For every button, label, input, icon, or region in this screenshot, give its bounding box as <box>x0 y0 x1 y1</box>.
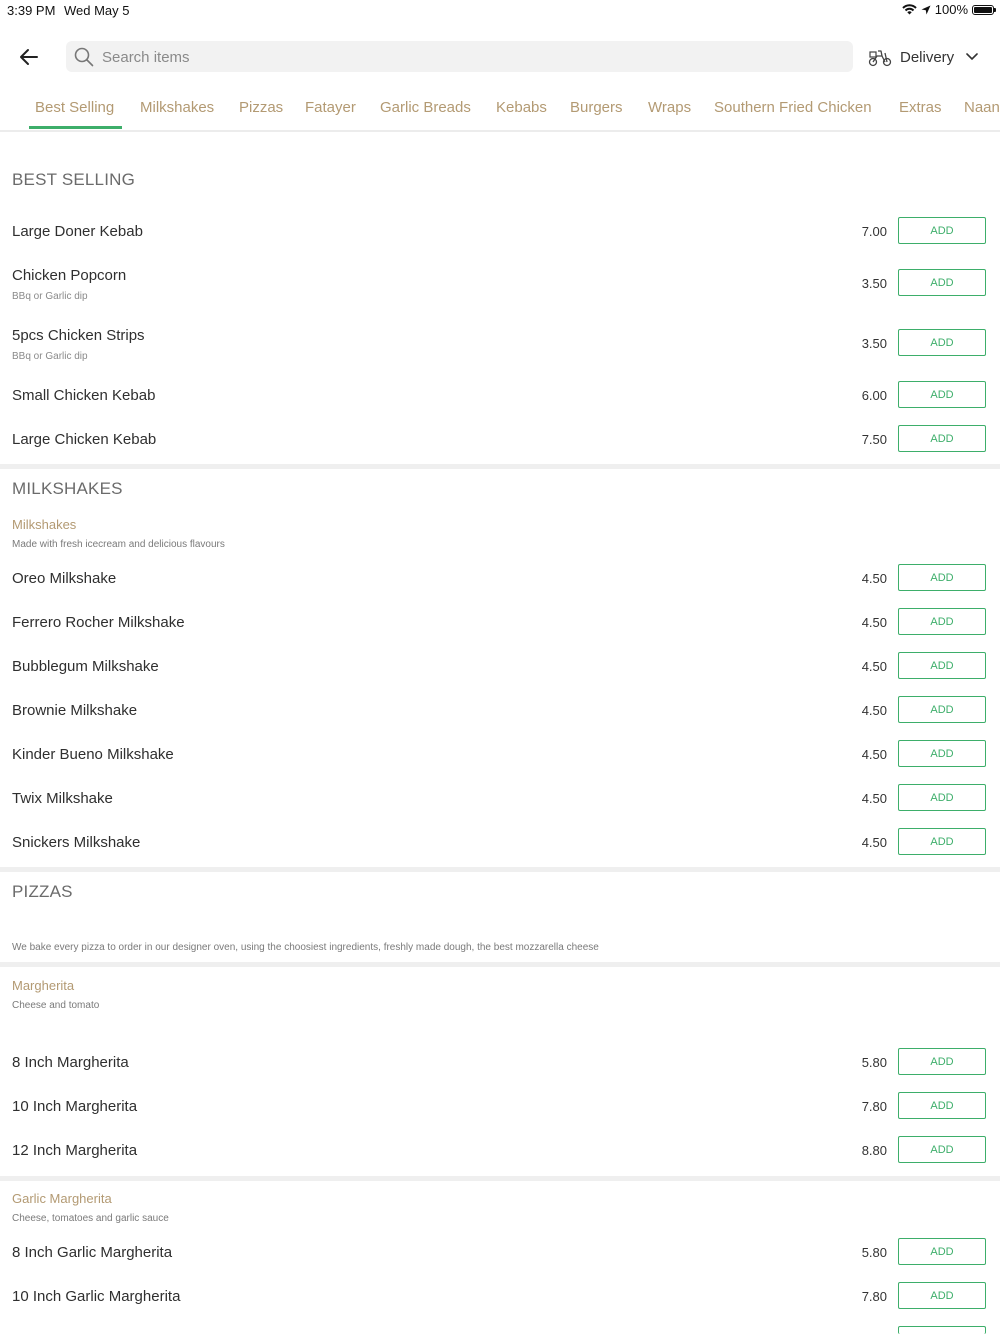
add-button[interactable]: ADD <box>898 652 986 679</box>
item-description: BBq or Garlic dip <box>12 351 88 362</box>
item-name: Bubblegum Milkshake <box>12 658 159 675</box>
search-icon <box>74 47 94 67</box>
item-price: 8.80 <box>861 1143 887 1158</box>
item-price: 4.50 <box>861 615 887 630</box>
item-price: 4.50 <box>861 703 887 718</box>
subcategory-description: Made with fresh icecream and delicious flavours <box>12 539 225 550</box>
item-name: 8 Inch Garlic Margherita <box>12 1244 173 1261</box>
subcategory-title: Garlic Margherita <box>12 1191 112 1206</box>
subcategory-description: Cheese, tomatoes and garlic sauce <box>12 1213 169 1224</box>
add-button-partial[interactable] <box>898 1326 986 1334</box>
item-price: 5.80 <box>861 1055 887 1070</box>
section-divider <box>0 464 1000 469</box>
item-price: 7.80 <box>861 1099 887 1114</box>
item-name: Brownie Milkshake <box>12 702 138 719</box>
item-price: 4.50 <box>861 659 887 674</box>
item-name: Ferrero Rocher Milkshake <box>12 614 185 631</box>
add-button[interactable]: ADD <box>898 740 986 767</box>
category-tabs <box>0 92 1000 132</box>
battery-percentage: 100% <box>934 2 968 17</box>
item-price: 3.50 <box>861 336 887 351</box>
status-indicators <box>902 2 994 17</box>
wifi-icon <box>902 4 917 15</box>
section-title-best-selling: BEST SELLING <box>12 170 136 189</box>
tab-milkshakes[interactable]: Milkshakes <box>140 99 215 116</box>
subcategory-title: Margherita <box>12 978 75 993</box>
item-name: 10 Inch Garlic Margherita <box>12 1288 181 1305</box>
section-title-milkshakes: MILKSHAKES <box>12 479 123 498</box>
add-button[interactable]: ADD <box>898 1092 986 1119</box>
item-name: Chicken Popcorn <box>12 267 127 284</box>
tab-garlic-breads[interactable]: Garlic Breads <box>380 99 471 116</box>
subcategory-title: Milkshakes <box>12 517 77 532</box>
item-price: 4.50 <box>861 791 887 806</box>
status-time: 3:39 PM <box>7 3 56 18</box>
item-name: Large Chicken Kebab <box>12 431 157 448</box>
item-name: Oreo Milkshake <box>12 570 117 587</box>
section-divider <box>0 962 1000 967</box>
add-button[interactable]: ADD <box>898 1282 986 1309</box>
tab-best-selling[interactable]: Best Selling <box>35 99 115 116</box>
search-bar[interactable] <box>66 41 853 72</box>
item-price: 7.50 <box>861 432 887 447</box>
item-name: Small Chicken Kebab <box>12 387 156 404</box>
item-name: Large Doner Kebab <box>12 223 143 240</box>
tab-extras[interactable]: Extras <box>899 99 942 116</box>
item-price: 4.50 <box>861 571 887 586</box>
tab-kebabs[interactable]: Kebabs <box>496 99 547 116</box>
chevron-down-icon <box>966 53 978 61</box>
item-name: 10 Inch Margherita <box>12 1098 138 1115</box>
item-price: 5.80 <box>861 1245 887 1260</box>
add-button[interactable]: ADD <box>898 608 986 635</box>
add-button[interactable]: ADD <box>898 1048 986 1075</box>
add-button[interactable]: ADD <box>898 381 986 408</box>
item-name: 12 Inch Margherita <box>12 1142 138 1159</box>
status-bar <box>0 0 1000 22</box>
item-name: Twix Milkshake <box>12 790 113 807</box>
add-button[interactable]: ADD <box>898 329 986 356</box>
delivery-selector[interactable] <box>868 45 978 69</box>
delivery-label: Delivery <box>900 48 955 66</box>
status-date: Wed May 5 <box>64 3 130 18</box>
add-button[interactable]: ADD <box>898 217 986 244</box>
scooter-icon <box>868 47 892 67</box>
location-arrow-icon <box>921 5 931 15</box>
section-description: We bake every pizza to order in our designer oven, using the choosiest ingredients, freshly made dough, the best mozzarella cheese <box>12 942 599 953</box>
add-button[interactable]: ADD <box>898 269 986 296</box>
item-name: 8 Inch Margherita <box>12 1054 129 1071</box>
subcategory-description: Cheese and tomato <box>12 1000 100 1011</box>
add-button[interactable]: ADD <box>898 784 986 811</box>
add-button[interactable]: ADD <box>898 828 986 855</box>
active-tab-indicator <box>29 126 122 129</box>
battery-icon <box>972 5 994 15</box>
item-name: 5pcs Chicken Strips <box>12 327 145 344</box>
tab-pizzas[interactable]: Pizzas <box>239 99 284 116</box>
tab-wraps[interactable]: Wraps <box>648 99 692 116</box>
item-price: 7.00 <box>861 224 887 239</box>
add-button[interactable]: ADD <box>898 564 986 591</box>
item-price: 3.50 <box>861 276 887 291</box>
add-button[interactable]: ADD <box>898 1238 986 1265</box>
add-button[interactable]: ADD <box>898 1136 986 1163</box>
item-price: 4.50 <box>861 835 887 850</box>
section-divider <box>0 867 1000 872</box>
tab-fatayer[interactable]: Fatayer <box>305 99 356 116</box>
search-input[interactable] <box>100 41 844 74</box>
tab-naan[interactable]: Naan <box>964 99 1000 116</box>
item-name: Snickers Milkshake <box>12 834 141 851</box>
back-arrow-icon[interactable] <box>16 44 42 70</box>
item-price: 7.80 <box>861 1289 887 1304</box>
item-price: 6.00 <box>861 388 887 403</box>
add-button[interactable]: ADD <box>898 425 986 452</box>
item-price: 4.50 <box>861 747 887 762</box>
item-name: Kinder Bueno Milkshake <box>12 746 174 763</box>
item-description: BBq or Garlic dip <box>12 291 88 302</box>
section-divider <box>0 1176 1000 1181</box>
tab-southern-fried-chicken[interactable]: Southern Fried Chicken <box>714 99 872 116</box>
tab-burgers[interactable]: Burgers <box>570 99 623 116</box>
add-button[interactable]: ADD <box>898 696 986 723</box>
section-title-pizzas: PIZZAS <box>12 882 73 901</box>
